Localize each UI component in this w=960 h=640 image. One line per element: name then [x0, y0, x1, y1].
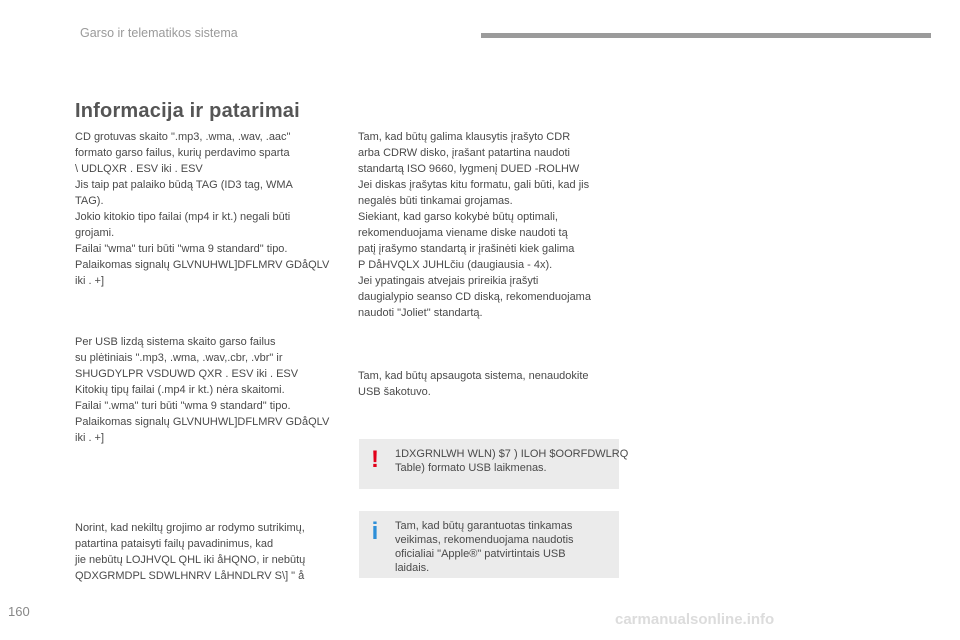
text-line: laidais. — [395, 562, 430, 574]
paragraph-usb-formats — [75, 334, 350, 446]
text-line: oficialiai "Apple®" patvirtintais USB — [395, 548, 566, 560]
info-notice — [359, 511, 619, 578]
watermark-logo: carmanualsonline.info — [615, 611, 775, 628]
text-line: su plėtiniais ".mp3, .wma, .wav,.cbr, .vbr" ir — [75, 352, 283, 364]
text-line: iki . +] — [75, 432, 105, 444]
paragraph-cdr-recording — [358, 129, 633, 321]
text-line: jie nebūtų LOJHVQL QHL iki åHQNO, ir nebūtų — [75, 554, 306, 566]
text-line: patį įrašymo standartą ir įrašinėti kiek galima — [358, 243, 575, 255]
text-line: Tam, kad būtų galima klausytis įrašyto CDR — [358, 131, 571, 143]
text-line: P DåHVQLX JUHLčiu (daugiausia - 4x). — [358, 259, 553, 271]
text-line: negalės būti tinkamai grojamas. — [358, 195, 513, 207]
text-line: daugialypio seanso CD diską, rekomenduojama — [358, 291, 591, 303]
text-line: \ UDLQXR . ESV iki . ESV — [75, 163, 203, 175]
text-line: Palaikomas signalų GLVNUHWL]DFLMRV GDåQLV — [75, 416, 330, 428]
text-line: formato garso failus, kurių perdavimo sparta — [75, 147, 290, 159]
text-line: Tam, kad būtų garantuotas tinkamas — [395, 520, 573, 532]
text-line: grojami. — [75, 227, 115, 239]
text-line: Norint, kad nekiltų grojimo ar rodymo sutrikimų, — [75, 522, 305, 534]
text-line: naudoti "Joliet" standartą. — [358, 307, 483, 319]
text-line: SHUGDYLPR VSDUWD QXR . ESV iki . ESV — [75, 368, 299, 380]
text-line: Jei diskas įrašytas kitu formatu, gali būti, kad jis — [358, 179, 590, 191]
text-line: Palaikomas signalų GLVNUHWL]DFLMRV GDåQLV — [75, 259, 330, 271]
text-line: Siekiant, kad garso kokybė būtų optimali, — [358, 211, 558, 223]
text-line: rekomenduojama viename diske naudoti tą — [358, 227, 568, 239]
text-line: standartą ISO 9660, lygmenį DUED -ROLHW — [358, 163, 580, 175]
paragraph-usb-hub — [358, 368, 633, 400]
warning-notice — [359, 439, 629, 489]
text-line: QDXGRMDPL SDWLHNRV LåHNDLRV S\] " å — [75, 570, 305, 582]
text-line: Table) formato USB laikmenas. — [395, 462, 547, 474]
text-line: Per USB lizdą sistema skaito garso failus — [75, 336, 276, 348]
info-text — [395, 519, 611, 575]
running-header: Garso ir telematikos sistema — [80, 26, 238, 40]
warning-text — [395, 447, 629, 475]
page-number: 160 — [8, 604, 30, 619]
text-line: Jei ypatingais atvejais prireikia įrašyti — [358, 275, 539, 287]
info-icon: i — [371, 518, 379, 545]
header-rule — [481, 33, 931, 38]
text-line: veikimas, rekomenduojama naudotis — [395, 534, 574, 546]
paragraph-file-names — [75, 520, 350, 584]
section-title: Informacija ir patarimai — [75, 100, 300, 122]
text-line: Tam, kad būtų apsaugota sistema, nenaudokite — [358, 370, 589, 382]
text-line: Failai "wma" turi būti "wma 9 standard" tipo. — [75, 243, 288, 255]
text-line: patartina pataisyti failų pavadinimus, kad — [75, 538, 274, 550]
text-line: USB šakotuvo. — [358, 386, 431, 398]
text-line: arba CDRW disko, įrašant patartina naudoti — [358, 147, 570, 159]
paragraph-cd-formats — [75, 129, 350, 289]
text-line: Jokio kitokio tipo failai (mp4 ir kt.) negali būti — [75, 211, 291, 223]
text-line: Kitokių tipų failai (.mp4 ir kt.) nėra skaitomi. — [75, 384, 285, 396]
text-line: Jis taip pat palaiko būdą TAG (ID3 tag, WMA — [75, 179, 293, 191]
text-line: CD grotuvas skaito ".mp3, .wma, .wav, .aac" — [75, 131, 291, 143]
text-line: 1DXGRNLWH WLN) $7 ) ILOH $OORFDWLRQ — [395, 448, 629, 460]
exclamation-icon: ! — [371, 446, 379, 473]
text-line: Failai ".wma" turi būti "wma 9 standard" tipo. — [75, 400, 291, 412]
text-line: TAG). — [75, 195, 104, 207]
text-line: iki . +] — [75, 275, 105, 287]
